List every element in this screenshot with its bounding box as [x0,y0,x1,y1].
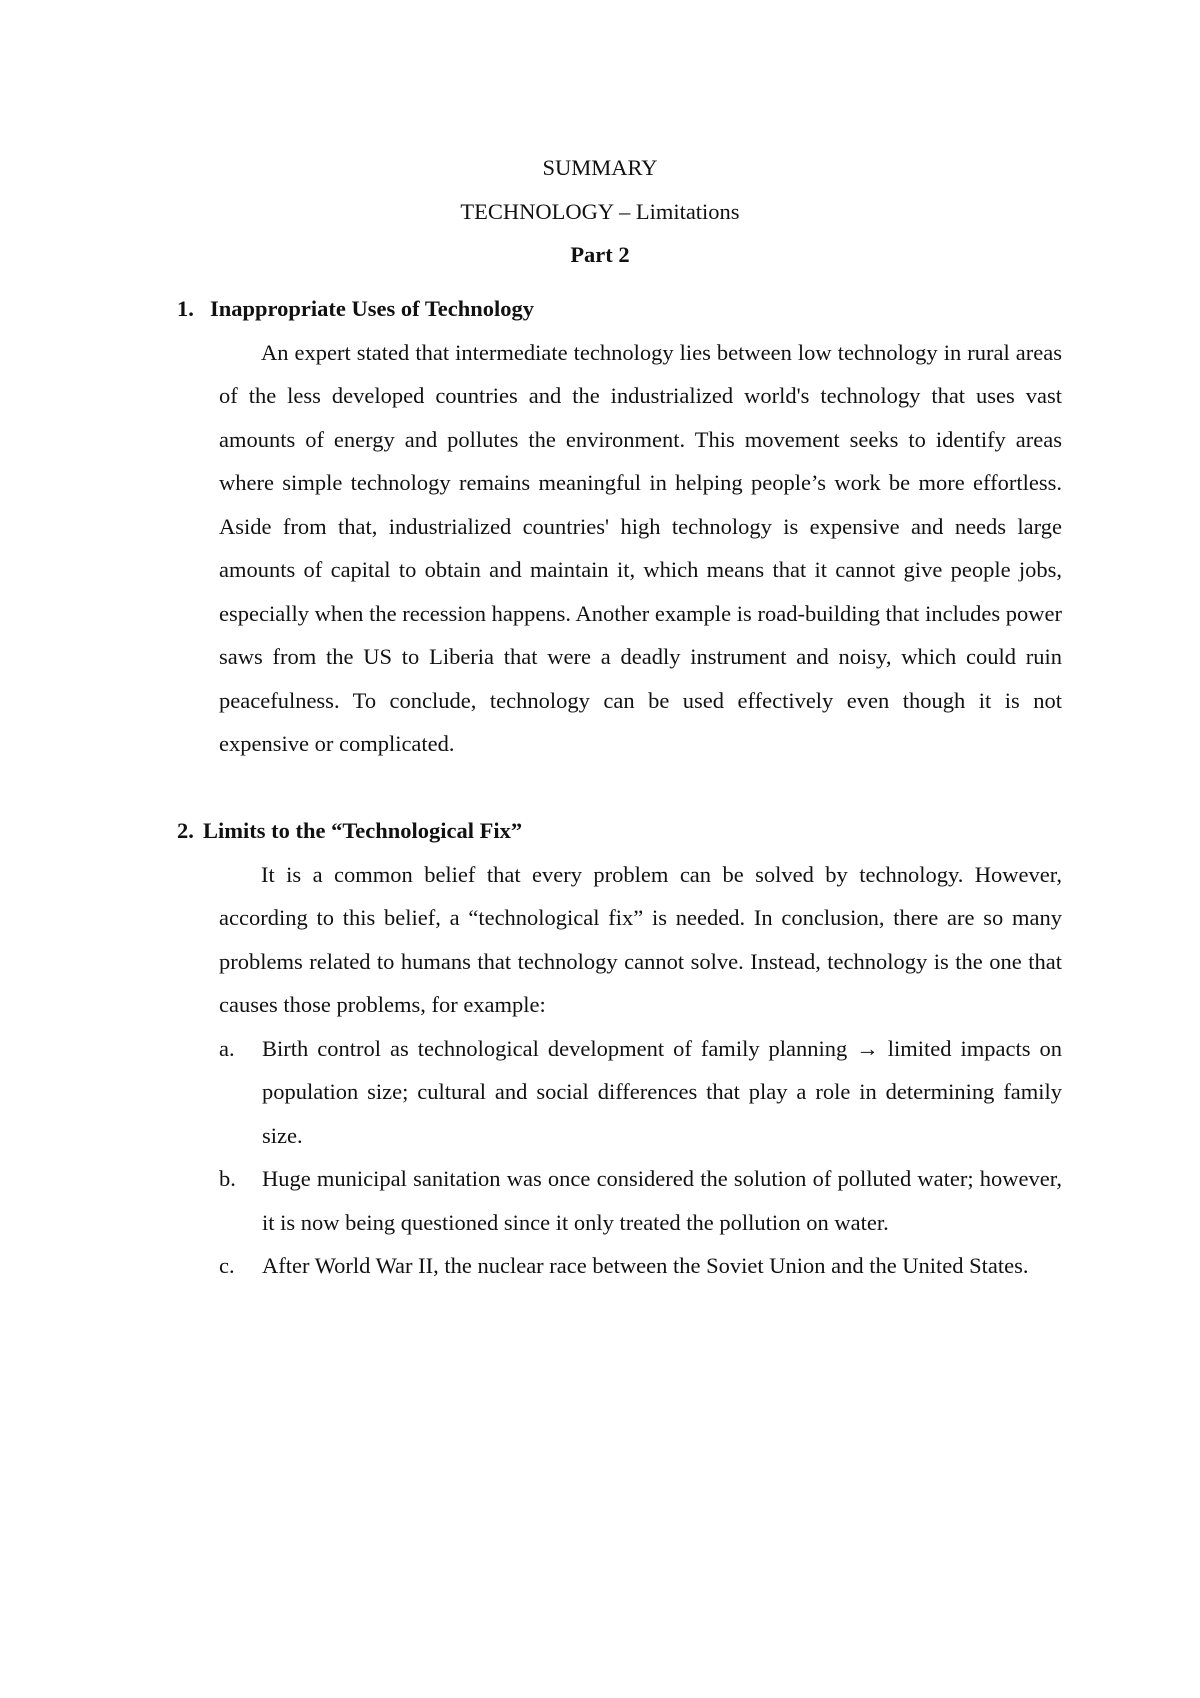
section-1 [177,287,1062,766]
list-marker: c. [219,1253,235,1278]
document-part: Part 2 [570,242,630,267]
list-marker: b. [219,1166,236,1191]
list-item-text: Huge municipal sanitation was once considered the solution of polluted water; however, it is now being questioned since it only treated the pollution on water. [262,1166,1062,1235]
list-item [219,1157,1062,1244]
section-title: Limits to the “Technological Fix” [203,818,523,843]
section-heading [177,809,1062,853]
section-number: 1. [177,296,194,321]
document-subtitle: TECHNOLOGY – Limitations [460,198,740,224]
title-block [0,146,1200,277]
list-item-text: After World War II, the nuclear race between the Soviet Union and the United States. [262,1253,1029,1278]
section-title: Inappropriate Uses of Technology [210,296,535,321]
list-item-text: Birth control as technological development of family planning → limited impacts on population size; cultural and social differences that play a role in determining family size. [262,1035,1062,1148]
section-2 [177,809,1062,1288]
section-paragraph: It is a common belief that every problem can be solved by technology. However, according to this belief, a “technological fix” is needed. In conclusion, there are so many problems related to humans that technology cannot solve. Instead, technology is the one that causes those problems, for example: [219,861,1062,1017]
document-title: SUMMARY [542,155,658,180]
example-list [219,1027,1062,1288]
list-marker: a. [219,1035,235,1061]
section-paragraph: An expert stated that intermediate technology lies between low technology in rural areas of the less developed countries and the industrialized world's technology that uses vast amounts of energy and pollutes the environment. This movement seeks to identify areas where simple technology remains meaningful in helping people’s work be more effortless. Aside from that, industrialized countries' high technology is expensive and needs large amounts of capital to obtain and maintain it, which means that it cannot give people jobs, especially when the recession happens. Another example is road-building that includes power saws from the US to Liberia that were a deadly instrument and noisy, which could ruin peacefulness. To conclude, technology can be used effectively even though it is not expensive or complicated. [219,339,1062,756]
list-item [219,1027,1062,1158]
section-number: 2. [177,818,194,843]
section-heading [177,287,1062,331]
list-item [219,1244,1062,1288]
